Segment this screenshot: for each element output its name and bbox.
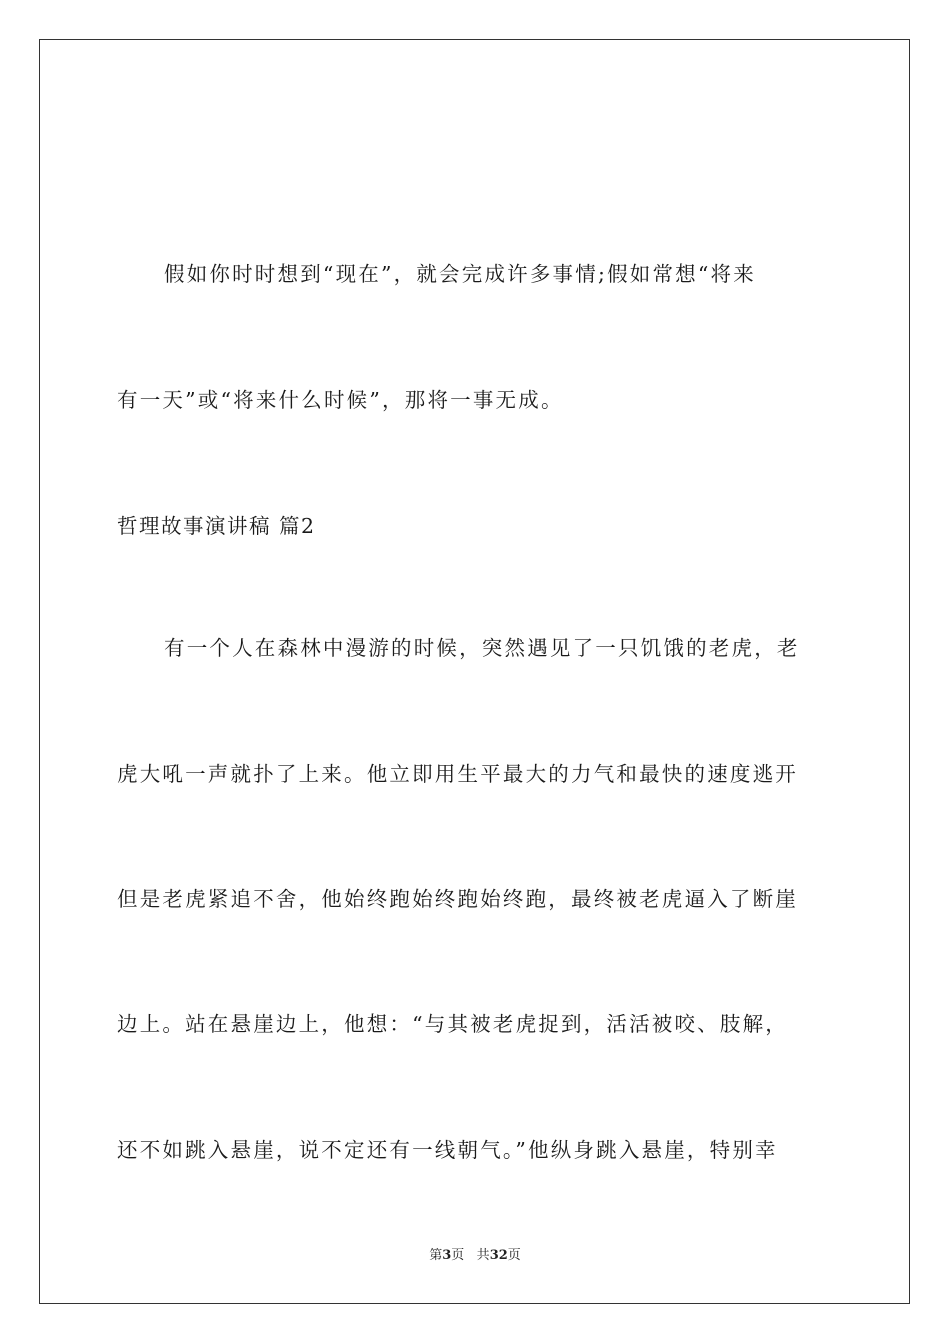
footer-page-suffix: 页	[451, 1248, 465, 1263]
footer-total-suffix: 页	[507, 1248, 521, 1263]
story-line-2: 虎大吼一声就扑了上来。他立即用生平最大的力气和最快的速度逃开	[117, 762, 798, 786]
story-line-5: 还不如跳入悬崖，说不定还有一线朝气。”他纵身跳入悬崖，特别幸	[117, 1138, 778, 1162]
footer-total-prefix: 共	[476, 1248, 490, 1263]
footer-total-pages: 32	[489, 1248, 508, 1263]
story-line-4: 边上。站在悬崖边上，他想：“与其被老虎捉到，活活被咬、肢解，	[117, 1012, 788, 1036]
page-frame	[39, 39, 910, 1304]
paragraph-line-2: 有一天”或“将来什么时候”，那将一事无成。	[117, 388, 564, 412]
story-line-1: 有一个人在森林中漫游的时候，突然遇见了一只饥饿的老虎，老	[164, 636, 800, 660]
footer-prefix: 第	[429, 1248, 443, 1263]
paragraph-line-1: 假如你时时想到“现在”，就会完成许多事情;假如常想“将来	[164, 262, 756, 286]
section-heading: 哲理故事演讲稿 篇2	[117, 514, 316, 538]
page-footer	[0, 1247, 950, 1265]
story-line-3: 但是老虎紧追不舍，他始终跑始终跑始终跑，最终被老虎逼入了断崖	[117, 887, 798, 911]
footer-page-number: 3	[442, 1248, 452, 1263]
